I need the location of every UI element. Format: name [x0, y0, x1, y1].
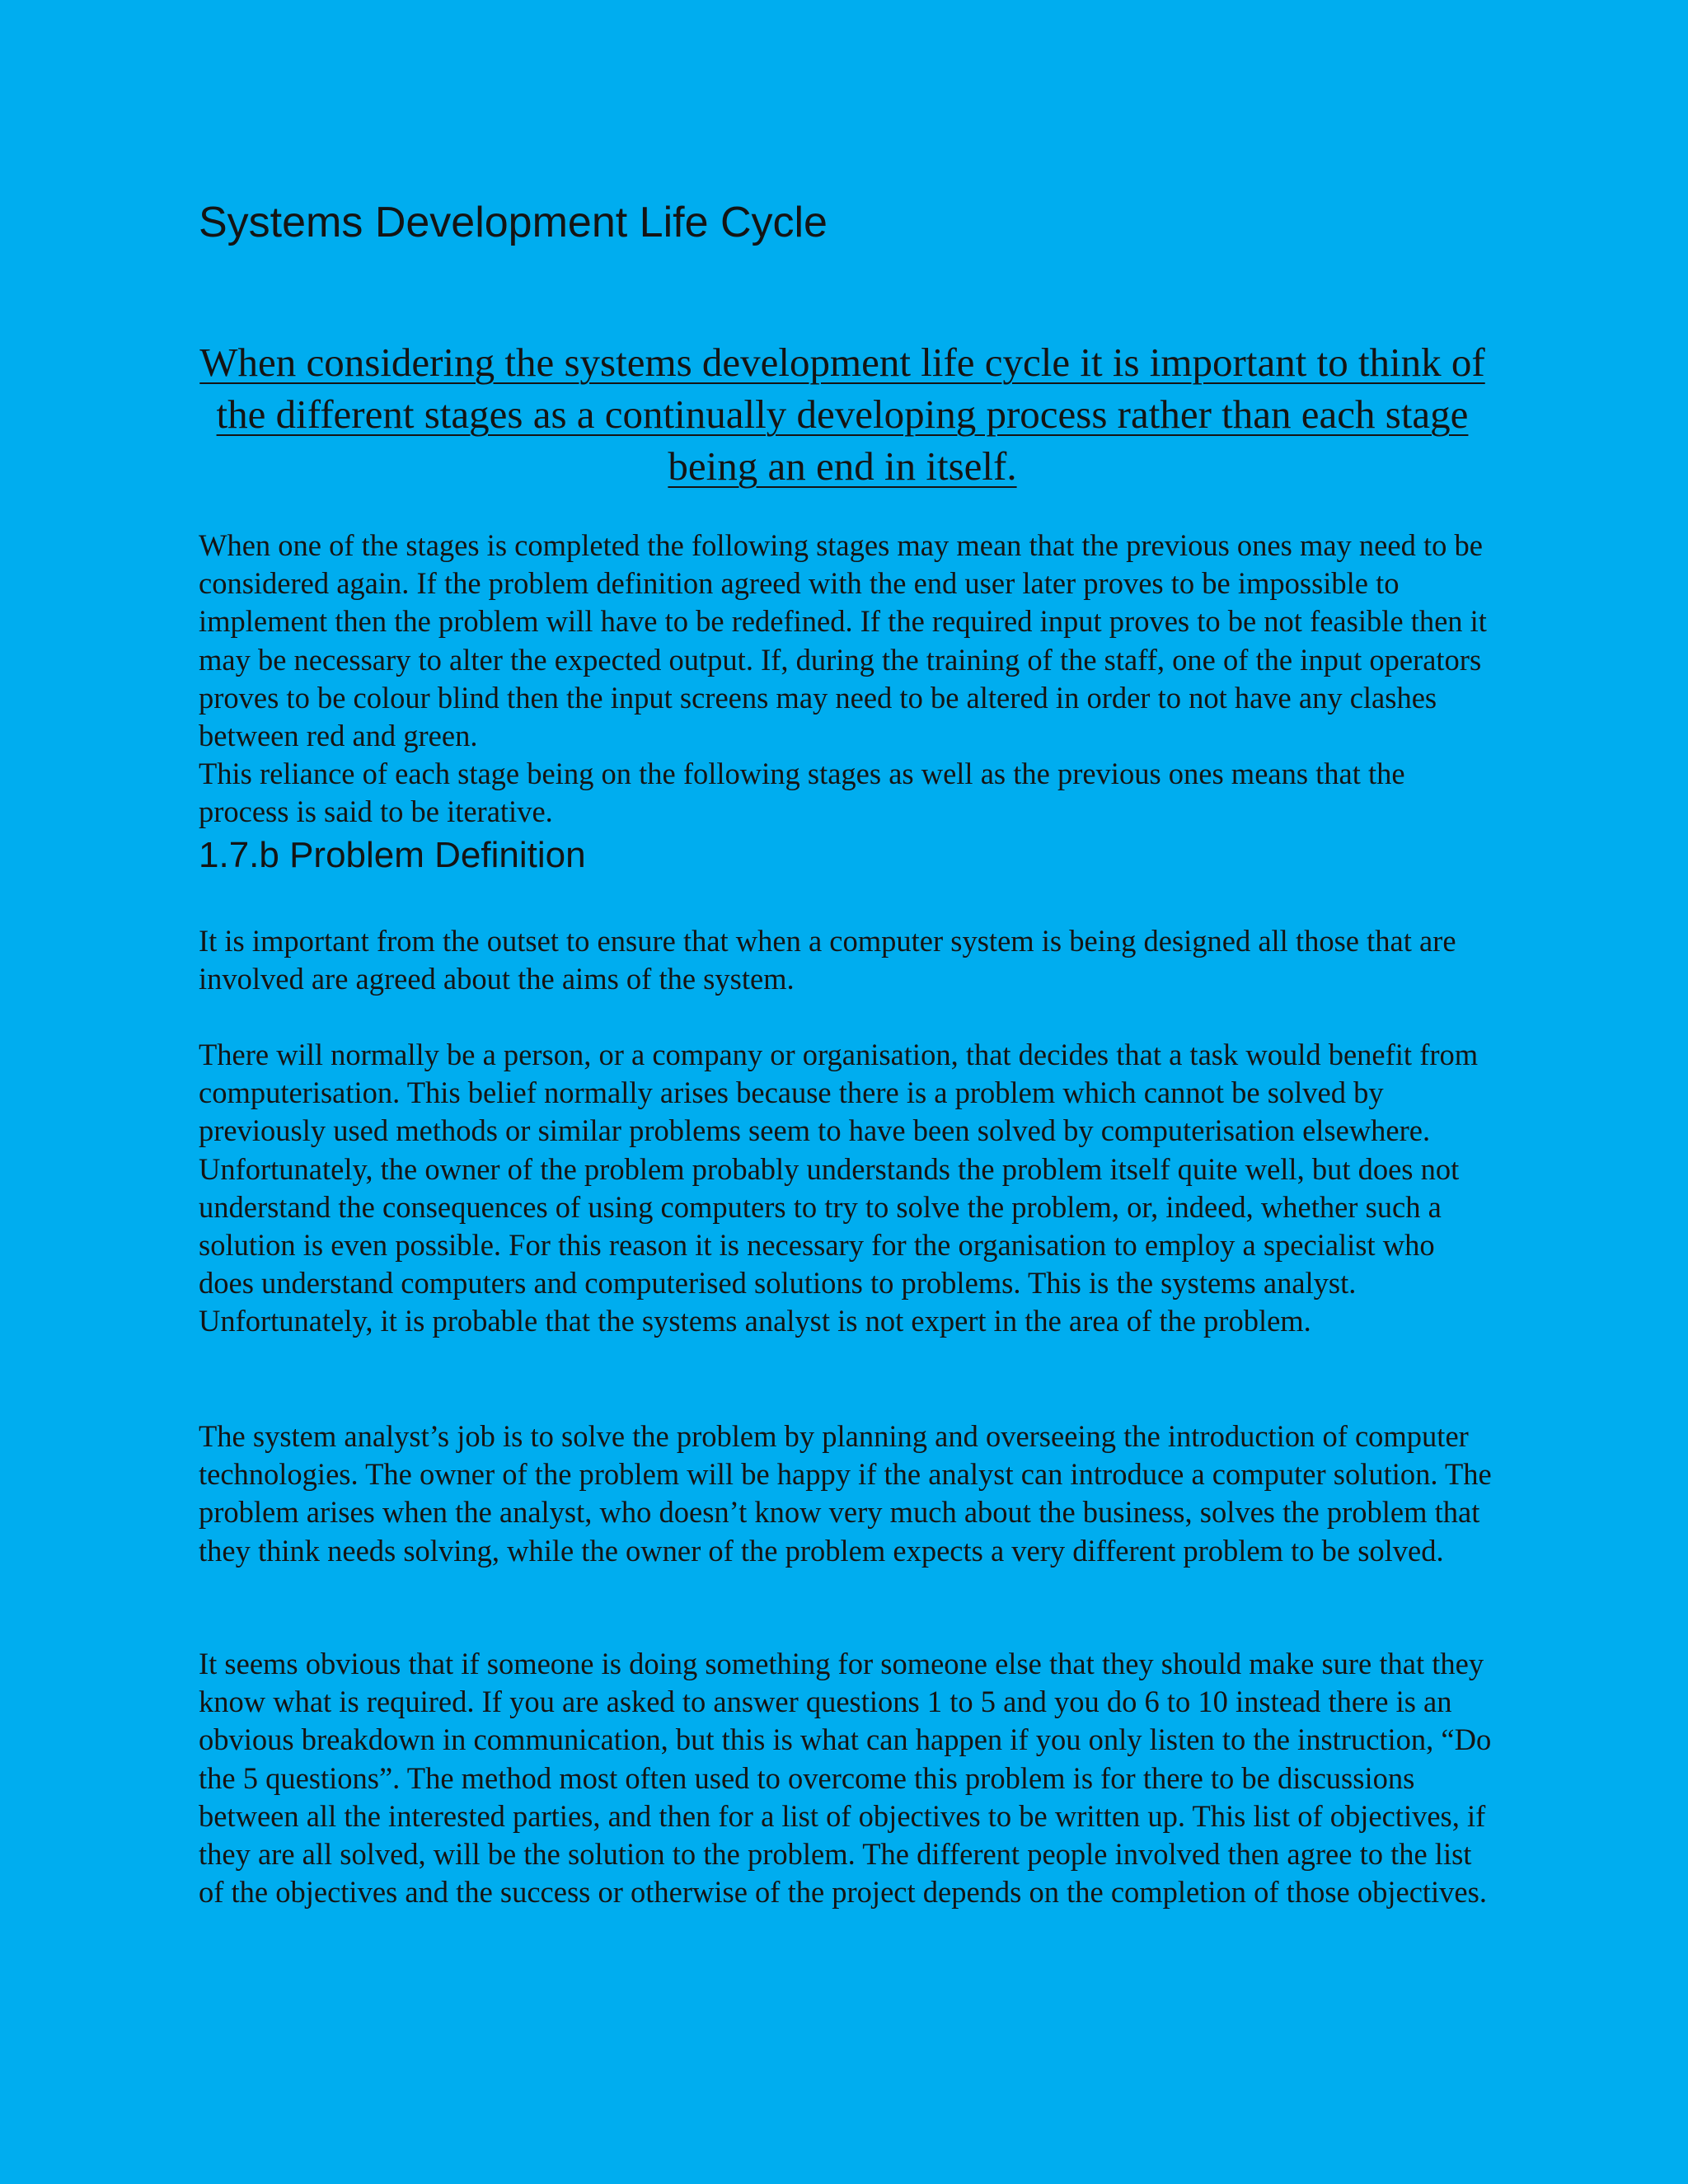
section-heading: 1.7.b Problem Definition: [199, 835, 586, 875]
intro-section: [199, 527, 1493, 832]
underlined-subtitle: When considering the systems development life cycle it is important to think of the different stages as a continually developing process rather than each stage being an end in itself.: [199, 340, 1485, 489]
body-paragraph: It is important from the outset to ensure that when a computer system is being designed all those that are involved are agreed about the aims of the system.: [199, 924, 1456, 996]
page-title: Systems Development Life Cycle: [199, 199, 828, 246]
iterative-paragraph: This reliance of each stage being on the following stages as well as the previous ones means that the process is said to be iterative.: [199, 757, 1405, 829]
body-paragraph: The system analyst’s job is to solve the problem by planning and overseeing the introduction of computer technologies. The owner of the problem will be happy if the analyst can introduce a computer solution. The problem arises when the analyst, who doesn’t know very much about the business, solves the problem that they think needs solving, while the owner of the problem expects a very different problem to be solved.: [199, 1419, 1492, 1568]
body-paragraph: It seems obvious that if someone is doing something for someone else that they should make sure that they know what is required. If you are asked to answer questions 1 to 5 and you do 6 to 10 instead there is an obvious breakdown in communication, but this is what can happen if you only listen to the instruction, “Do the 5 questions”. The method most often used to overcome this problem is for there to be discussions between all the interested parties, and then for a list of objectives to be written up. This list of objectives, if they are all solved, will be the solution to the problem. The different people involved then agree to the list of the objectives and the success or otherwise of the project depends on the completion of those objectives.: [199, 1647, 1492, 1910]
body-paragraph: There will normally be a person, or a company or organisation, that decides that a task would benefit from computerisation. This belief normally arises because there is a problem which cannot be solved by previously used methods or similar problems seem to have been solved by computerisation elsewhere. Unfortunately, the owner of the problem probably understands the problem itself quite well, but does not understand the consequences of using computers to try to solve the problem, or, indeed, whether such a solution is even possible. For this reason it is necessary for the organisation to employ a specialist who does understand computers and computerised solutions to problems. This is the systems analyst. Unfortunately, it is probable that the systems analyst is not expert in the area of the problem.: [199, 1038, 1479, 1338]
intro-paragraph: When one of the stages is completed the following stages may mean that the previous ones may need to be considered again. If the problem definition agreed with the end user later proves to be impossible to implement then the problem will have to be redefined. If the required input proves to be not feasible then it may be necessary to alter the expected output. If, during the training of the staff, one of the input operators proves to be colour blind then the input screens may need to be altered in order to not have any clashes between red and green.: [199, 528, 1487, 753]
